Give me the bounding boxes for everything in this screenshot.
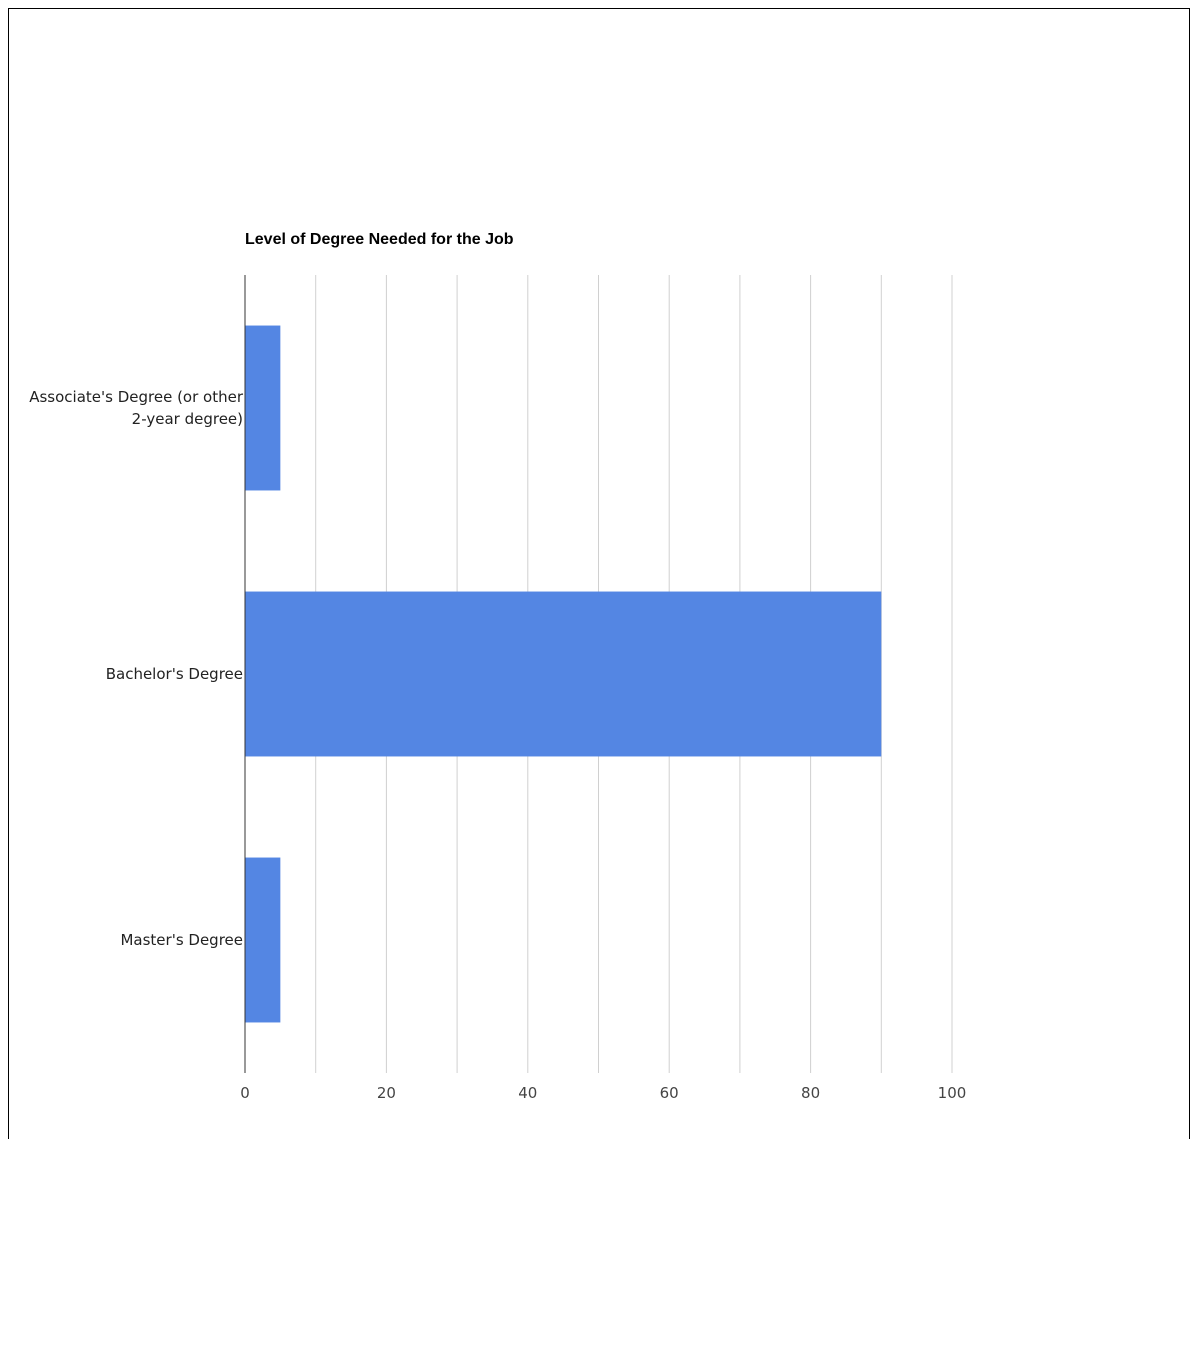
chart-title: Level of Degree Needed for the Job — [245, 231, 514, 248]
category-label: 2-year degree) — [131, 410, 243, 428]
category-label: Associate's Degree (or other — [29, 388, 243, 406]
x-tick-label: 0 — [240, 1084, 250, 1102]
category-labels — [29, 388, 244, 949]
x-axis-tick-labels — [240, 1084, 966, 1102]
x-tick-label: 60 — [659, 1084, 679, 1102]
bars — [245, 326, 881, 1023]
bar — [245, 858, 280, 1023]
category-label: Bachelor's Degree — [105, 665, 243, 683]
x-tick-label: 100 — [937, 1084, 967, 1102]
category-label: Master's Degree — [120, 931, 243, 949]
bar — [245, 326, 280, 491]
bar — [245, 592, 881, 757]
x-tick-label: 20 — [376, 1084, 396, 1102]
x-tick-label: 80 — [801, 1084, 821, 1102]
x-tick-label: 40 — [518, 1084, 538, 1102]
